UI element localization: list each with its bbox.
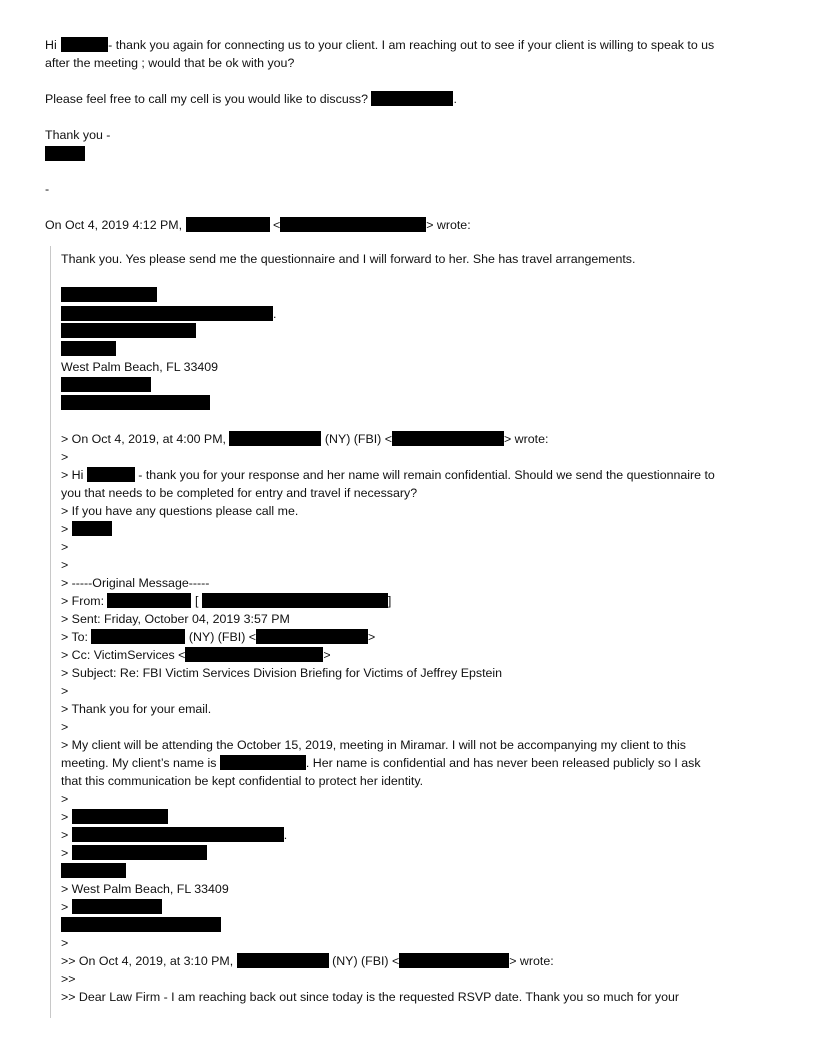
redacted-address-2 bbox=[61, 306, 273, 321]
redacted-phone bbox=[371, 91, 453, 106]
q-hi-b: - thank you for your response and her name will remain confidential. Should we send the questionnaire to bbox=[138, 468, 715, 482]
quote-marker: > bbox=[61, 792, 69, 806]
quoted-signature-line bbox=[61, 520, 112, 538]
client-2b: . Her name is confidential and has never been released publicly so I ask bbox=[305, 756, 701, 770]
dash-line: - bbox=[45, 182, 50, 196]
q-on2-b: (NY) (FBI) < bbox=[332, 954, 400, 968]
q-on-a: > On Oct 4, 2019, at 4:00 PM, bbox=[61, 432, 226, 446]
quoted-address-1 bbox=[61, 808, 168, 826]
on-lt: < bbox=[272, 218, 281, 232]
quote-marker: > bbox=[61, 684, 69, 698]
q-dot: . bbox=[283, 828, 288, 842]
redacted-signature bbox=[45, 146, 85, 161]
q-gt: > bbox=[61, 522, 69, 536]
to-mid: (NY) (FBI) < bbox=[188, 630, 257, 644]
greeting-hi: Hi bbox=[45, 38, 57, 52]
q-gt: > bbox=[61, 810, 69, 824]
redacted-address bbox=[61, 917, 221, 932]
subject-line: > Subject: Re: FBI Victim Services Division Briefing for Victims of Jeffrey Epstein bbox=[61, 666, 503, 680]
quote-marker: > bbox=[61, 540, 69, 554]
redacted-address-4 bbox=[61, 341, 116, 356]
client-line-2 bbox=[61, 754, 701, 772]
q-hi-a: > Hi bbox=[61, 468, 84, 482]
from-label: > From: bbox=[61, 594, 105, 608]
quoted-city: > West Palm Beach, FL 33409 bbox=[61, 882, 229, 896]
thanks-line: Thank you - bbox=[45, 128, 111, 142]
redacted-agent-email bbox=[399, 953, 509, 968]
client-line-1: > My client will be attending the October 15, 2019, meeting in Miramar. I will not be accompanying my client to this bbox=[61, 738, 687, 752]
quote-marker: > bbox=[61, 936, 69, 950]
quoted-questions: > If you have any questions please call me. bbox=[61, 504, 299, 518]
redacted-name bbox=[61, 37, 108, 52]
q-gt: > bbox=[61, 900, 69, 914]
cc-line bbox=[61, 646, 331, 664]
q-on-c: > wrote: bbox=[504, 432, 549, 446]
to-line bbox=[61, 628, 375, 646]
quote-bar bbox=[50, 246, 51, 1018]
redacted-address bbox=[72, 845, 207, 860]
client-line-3: that this communication be kept confidential to protect her identity. bbox=[61, 774, 424, 788]
redacted-address bbox=[61, 863, 126, 878]
redacted-address-3 bbox=[61, 323, 196, 338]
quoted-on-line bbox=[61, 430, 548, 448]
cc-close: > bbox=[323, 648, 331, 662]
greeting-text: - thank you again for connecting us to your client. I am reaching out to see if your client is willing to speak to us bbox=[108, 38, 715, 52]
quote-marker: > bbox=[61, 450, 69, 464]
quoted-address-2 bbox=[61, 826, 287, 844]
greeting-line-2: after the meeting ; would that be ok with you? bbox=[45, 56, 295, 70]
call-line bbox=[45, 90, 457, 108]
redacted-to-name bbox=[91, 629, 185, 644]
original-message-header: > -----Original Message----- bbox=[61, 576, 210, 590]
on-wrote: > wrote: bbox=[426, 218, 471, 232]
to-label: > To: bbox=[61, 630, 88, 644]
client-2a: meeting. My client’s name is bbox=[61, 756, 217, 770]
greeting-line bbox=[45, 36, 714, 54]
redacted-address-6 bbox=[61, 395, 210, 410]
quoted-on-line-2 bbox=[61, 952, 554, 970]
sent-line: > Sent: Friday, October 04, 2019 3:57 PM bbox=[61, 612, 290, 626]
q-on2-a: >> On Oct 4, 2019, at 3:10 PM, bbox=[61, 954, 234, 968]
address-dot: . bbox=[273, 307, 277, 321]
q-gt: > bbox=[61, 828, 69, 842]
quote-marker: > bbox=[61, 720, 69, 734]
reply-city: West Palm Beach, FL 33409 bbox=[61, 360, 219, 374]
quoted-hi-line-2: you that needs to be completed for entry and travel if necessary? bbox=[61, 486, 418, 500]
redacted-name bbox=[87, 467, 135, 482]
on-wrote-line bbox=[45, 216, 471, 234]
to-close: > bbox=[368, 630, 376, 644]
redacted-cc-email bbox=[185, 647, 323, 662]
redacted-address bbox=[72, 809, 168, 824]
q-gt: > bbox=[61, 846, 69, 860]
address-line-2 bbox=[61, 305, 276, 323]
thank-you-email-line: > Thank you for your email. bbox=[61, 702, 212, 716]
cc-label: > Cc: VictimServices < bbox=[61, 648, 186, 662]
reply-line: Thank you. Yes please send me the questionnaire and I will forward to her. She has travel arrangements. bbox=[61, 252, 636, 266]
redacted-from-name bbox=[107, 593, 191, 608]
quote-marker: > bbox=[61, 558, 69, 572]
redacted-address bbox=[72, 827, 284, 842]
redacted-address-5 bbox=[61, 377, 151, 392]
redacted-agent bbox=[237, 953, 329, 968]
redacted-client-name bbox=[220, 755, 306, 770]
dear-law-firm-line: >> Dear Law Firm - I am reaching back out since today is the requested RSVP date. Thank you so much for your bbox=[61, 990, 680, 1004]
redacted-agent-email bbox=[392, 431, 504, 446]
redacted-sender bbox=[186, 217, 270, 232]
q-on-b: (NY) (FBI) < bbox=[324, 432, 392, 446]
from-close: ] bbox=[387, 594, 392, 608]
from-line bbox=[61, 592, 391, 610]
redacted-agent bbox=[229, 431, 321, 446]
from-open: [ bbox=[194, 594, 199, 608]
redacted-to-email bbox=[256, 629, 368, 644]
call-end: . bbox=[453, 92, 457, 106]
q-on2-c: > wrote: bbox=[509, 954, 554, 968]
call-text: Please feel free to call my cell is you would like to discuss? bbox=[45, 92, 368, 106]
redacted-signature bbox=[72, 521, 112, 536]
on-date: On Oct 4, 2019 4:12 PM, bbox=[45, 218, 183, 232]
redacted-from-email bbox=[202, 593, 388, 608]
redacted-email bbox=[280, 217, 426, 232]
quote-marker: >> bbox=[61, 972, 76, 986]
quoted-address-5 bbox=[61, 898, 162, 916]
redacted-address-1 bbox=[61, 287, 157, 302]
quoted-address-3 bbox=[61, 844, 207, 862]
redacted-address bbox=[72, 899, 162, 914]
quoted-hi-line bbox=[61, 466, 715, 484]
